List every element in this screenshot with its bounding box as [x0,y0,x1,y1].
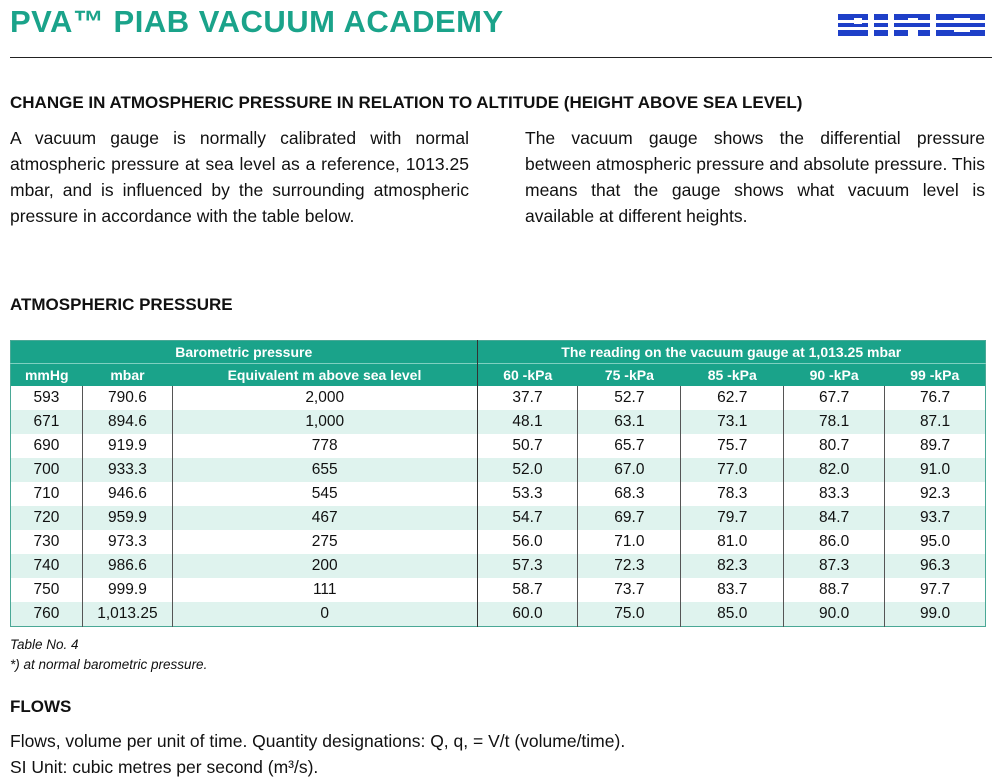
table-cell: 60.0 [477,602,578,627]
piab-logo [838,8,985,42]
table-cell: 700 [11,458,83,482]
table-cell: 894.6 [82,410,172,434]
table-cell: 973.3 [82,530,172,554]
table-cell: 56.0 [477,530,578,554]
table-cell: 88.7 [784,578,885,602]
table-cell: 275 [172,530,477,554]
table-cell: 77.0 [681,458,784,482]
table-cell: 671 [11,410,83,434]
table-cell: 75.0 [578,602,681,627]
table-cell: 67.7 [784,386,885,410]
table-cell: 81.0 [681,530,784,554]
flows-line-1: Flows, volume per unit of time. Quantity designations: Q, q, = V/t (volume/time). [10,731,626,751]
table-cell: 72.3 [578,554,681,578]
table-cell: 79.7 [681,506,784,530]
table-cell: 730 [11,530,83,554]
table-cell: 67.0 [578,458,681,482]
paragraph-left: A vacuum gauge is normally calibrated with normal atmospheric pressure at sea level as a reference, 1013.25 mbar, and is influenced by the surrounding atmospheric pressure in accordance with the table below. [10,128,469,226]
page-header-title: PVA™ PIAB VACUUM ACADEMY [10,4,504,39]
table-cell: 999.9 [82,578,172,602]
table-row [11,506,986,530]
table-cell: 93.7 [885,506,986,530]
table-cell: 1,013.25 [82,602,172,627]
table-cell: 87.3 [784,554,885,578]
table-cell: 53.3 [477,482,578,506]
table-row [11,386,986,410]
table-cell: 1,000 [172,410,477,434]
table-cell: 73.1 [681,410,784,434]
table-cell: 68.3 [578,482,681,506]
table-cell: 99.0 [885,602,986,627]
section-heading-atmospheric-pressure: ATMOSPHERIC PRESSURE [10,295,233,314]
table-cell: 92.3 [885,482,986,506]
table-cell: 0 [172,602,477,627]
column-header: 85 -kPa [681,364,784,387]
column-header-row [11,364,986,387]
table-cell: 720 [11,506,83,530]
table-cell: 86.0 [784,530,885,554]
table-cell: 50.7 [477,434,578,458]
table-cell: 986.6 [82,554,172,578]
table-cell: 80.7 [784,434,885,458]
table-row [11,410,986,434]
table-cell: 63.1 [578,410,681,434]
table-cell: 933.3 [82,458,172,482]
table-cell: 91.0 [885,458,986,482]
table-cell: 959.9 [82,506,172,530]
table-footnote: *) at normal barometric pressure. [10,657,208,672]
table-cell: 97.7 [885,578,986,602]
table-cell: 750 [11,578,83,602]
table-cell: 95.0 [885,530,986,554]
table-cell: 73.7 [578,578,681,602]
table-cell: 71.0 [578,530,681,554]
table-cell: 89.7 [885,434,986,458]
table-cell: 90.0 [784,602,885,627]
table-cell: 200 [172,554,477,578]
table-cell: 655 [172,458,477,482]
header-barometric-pressure: Barometric pressure [11,341,478,364]
table-cell: 778 [172,434,477,458]
table-cell: 83.7 [681,578,784,602]
column-header: mbar [82,364,172,387]
column-header: 75 -kPa [578,364,681,387]
table-cell: 37.7 [477,386,578,410]
table-cell: 48.1 [477,410,578,434]
column-header: 99 -kPa [885,364,986,387]
table-cell: 78.3 [681,482,784,506]
table-caption: Table No. 4 [10,637,79,652]
table-cell: 69.7 [578,506,681,530]
table-cell: 2,000 [172,386,477,410]
table-cell: 58.7 [477,578,578,602]
table-cell: 690 [11,434,83,458]
table-cell: 76.7 [885,386,986,410]
table-cell: 52.0 [477,458,578,482]
table-row [11,578,986,602]
section-heading-flows: FLOWS [10,697,72,716]
table-row [11,434,986,458]
table-row [11,482,986,506]
table-cell: 111 [172,578,477,602]
table-cell: 467 [172,506,477,530]
paragraph-right: The vacuum gauge shows the differential pressure between atmospheric pressure and absolute pressure. This means that the gauge shows what vacuum level is available at different heights. [525,128,985,226]
table-cell: 62.7 [681,386,784,410]
flows-line-2: SI Unit: cubic metres per second (m³/s). [10,757,319,777]
table-cell: 65.7 [578,434,681,458]
table-cell: 740 [11,554,83,578]
column-header: mmHg [11,364,83,387]
table-cell: 919.9 [82,434,172,458]
column-header: Equivalent m above sea level [172,364,477,387]
table-cell: 78.1 [784,410,885,434]
header-rule [10,57,992,58]
table-cell: 75.7 [681,434,784,458]
column-header: 60 -kPa [477,364,578,387]
table-cell: 57.3 [477,554,578,578]
table-cell: 760 [11,602,83,627]
table-cell: 96.3 [885,554,986,578]
column-header: 90 -kPa [784,364,885,387]
table-cell: 52.7 [578,386,681,410]
table-cell: 593 [11,386,83,410]
table-cell: 545 [172,482,477,506]
table-cell: 790.6 [82,386,172,410]
table-row [11,530,986,554]
table-cell: 87.1 [885,410,986,434]
table-cell: 82.3 [681,554,784,578]
table-cell: 710 [11,482,83,506]
table-cell: 84.7 [784,506,885,530]
table-cell: 82.0 [784,458,885,482]
table-cell: 946.6 [82,482,172,506]
header-gauge-reading: The reading on the vacuum gauge at 1,013.25 mbar [477,341,985,364]
table-row [11,554,986,578]
table-cell: 83.3 [784,482,885,506]
atmospheric-pressure-table [10,340,986,627]
table-cell: 85.0 [681,602,784,627]
section-heading-altitude: CHANGE IN ATMOSPHERIC PRESSURE IN RELATION TO ALTITUDE (HEIGHT ABOVE SEA LEVEL) [10,93,803,112]
table-row [11,602,986,627]
table-cell: 54.7 [477,506,578,530]
table-row [11,458,986,482]
